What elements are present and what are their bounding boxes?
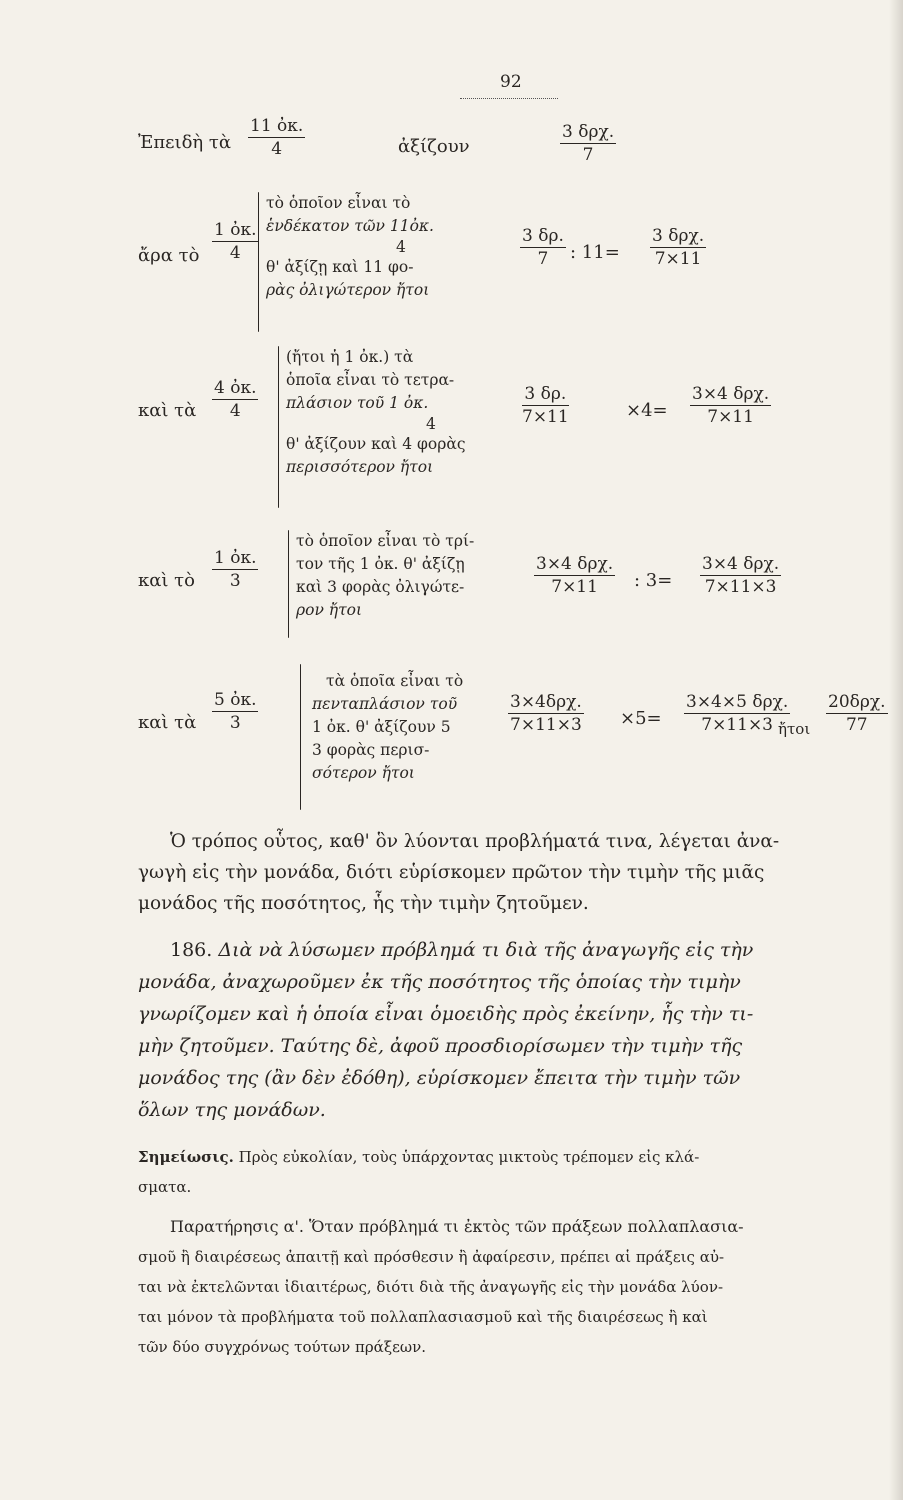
row3-quantity-fraction: [212, 550, 258, 590]
row2-note-line: περισσότερον ἤτοι: [286, 458, 434, 476]
row4-note-line: τὰ ὁποῖα εἶναι τὸ: [326, 672, 464, 690]
row2-note: [286, 346, 466, 479]
row2-note-line: θ' ἀξίζουν καὶ 4 φορὰς: [286, 435, 466, 453]
row2-price-num: 3 δρ.: [522, 386, 569, 406]
section-line: ὅλων της μονάδων.: [138, 1099, 326, 1121]
section-line: μὴν ζητοῦμεν. Ταύτης δὲ, ἀφοῦ προσδιορίσωμεν τὴν τιμὴν τῆς: [138, 1035, 743, 1057]
paragraph-method: [138, 826, 898, 919]
row1-result-num: 3 δρχ.: [652, 226, 705, 246]
row1-quantity-num: 1 ὀκ.: [214, 220, 257, 240]
row4-final-fraction: [826, 694, 888, 734]
row1-note-line: θ' ἀξίζῃ καὶ 11 φο-: [266, 258, 414, 276]
row3-result-fraction: [700, 556, 781, 596]
page-number-rule: [460, 98, 558, 99]
row2-note-line: 4: [426, 415, 436, 433]
paragraph-line: Ὁ τρόπος οὗτος, καθ' ὃν λύονται προβλήματά τινα, λέγεται ἀνα-: [170, 831, 780, 852]
intro-price-den: 7: [582, 145, 594, 165]
row4-note: [312, 670, 463, 785]
observation-line: σμοῦ ἢ διαιρέσεως ἀπαιτῇ καὶ πρόσθεσιν ἢ ἀφαίρεσιν, πρέπει αἱ πράξεις αὐ-: [138, 1248, 725, 1266]
row3-price-num: 3×4 δρχ.: [536, 554, 614, 574]
row2-quantity-den: 4: [229, 401, 241, 421]
observation-label: Παρατήρησις α'.: [170, 1217, 304, 1236]
row2-note-line: πλάσιον τοῦ 1 ὀκ.: [286, 394, 429, 412]
row4-quantity-fraction: [212, 692, 258, 732]
row4-final-den: 77: [845, 715, 868, 735]
row3-result-den: 7×11×3: [704, 577, 777, 597]
observation-line: τῶν δύο συγχρόνως τούτων πράξεων.: [138, 1338, 426, 1356]
note-line: σματα.: [138, 1178, 192, 1196]
intro-verb: ἀξίζουν: [398, 136, 470, 157]
row4-label: καὶ τὰ: [138, 712, 197, 733]
note-label: Σημείωσις.: [138, 1148, 234, 1166]
row1-note-line: 4: [396, 238, 406, 256]
row1-price-den: 7: [537, 249, 549, 269]
row4-operator: ×5=: [620, 708, 662, 729]
row4-price-num: 3×4δρχ.: [510, 692, 582, 712]
row3-note-line: τὸ ὁποῖον εἶναι τὸ τρί-: [296, 532, 475, 550]
row2-operator: ×4=: [626, 400, 668, 421]
row3-quantity-den: 3: [229, 571, 241, 591]
row4-price-den: 7×11×3: [510, 715, 582, 735]
row1-label: ἄρα τὸ: [138, 245, 200, 266]
intro-quantity-num: 11 ὀκ.: [250, 116, 304, 136]
row2-price-den: 7×11: [522, 407, 569, 427]
section-line: γνωρίζομεν καὶ ἡ ὁποία εἶναι ὁμοειδὴς πρὸς ἐκείνην, ἧς τὴν τι-: [138, 1003, 754, 1025]
paragraph-line: γωγὴ εἰς τὴν μονάδα, διότι εὑρίσκομεν πρῶτον τὴν τιμὴν τῆς μιᾶς: [138, 862, 765, 883]
row4-tail-word: ἤτοι: [778, 720, 811, 738]
row3-price-fraction: [534, 556, 615, 596]
row1-result-den: 7×11: [654, 249, 702, 269]
row1-quantity-den: 4: [229, 243, 241, 263]
row3-label: καὶ τὸ: [138, 570, 195, 591]
row4-quantity-num: 5 ὀκ.: [214, 690, 257, 710]
row1-note-line: ρὰς ὀλιγώτερον ἤτοι: [266, 281, 430, 299]
row3-note-line: τον τῆς 1 ὀκ. θ' ἀξίζῃ: [296, 555, 465, 573]
section-line: μονάδα, ἀναχωροῦμεν ἐκ τῆς ποσότητος τῆς ὁποίας τὴν τιμὴν: [138, 971, 741, 993]
note-line: Πρὸς εὐκολίαν, τοὺς ὑπάρχοντας μικτοὺς τρέπομεν εἰς κλά-: [238, 1148, 700, 1166]
section-line: Διὰ νὰ λύσωμεν πρόβλημά τι διὰ τῆς ἀναγωγῆς εἰς τὴν: [218, 939, 754, 961]
row1-price-fraction: [520, 228, 566, 268]
row3-brace: [288, 530, 289, 638]
row2-price-fraction: [522, 386, 569, 426]
row2-result-den: 7×11: [707, 407, 754, 427]
row2-brace: [278, 346, 279, 508]
row4-brace: [300, 664, 301, 810]
observation-line: ται νὰ ἐκτελῶνται ἰδιαιτέρως, διότι διὰ τῆς ἀναγωγῆς εἰς τὴν μονάδα λύον-: [138, 1278, 724, 1296]
section-186: [138, 934, 898, 1126]
row4-note-line: σότερον ἤτοι: [312, 764, 415, 782]
row3-result-num: 3×4 δρχ.: [702, 554, 780, 574]
row4-result-num: 3×4×5 δρχ.: [686, 692, 789, 712]
observation-line: Ὅταν πρόβλημά τι ἐκτὸς τῶν πράξεων πολλαπλασια-: [309, 1217, 744, 1236]
observation-line: ται μόνον τὰ προβλήματα τοῦ πολλαπλασιασμοῦ καὶ τῆς διαιρέσεως ἢ καὶ: [138, 1308, 708, 1326]
row3-note: [296, 530, 474, 622]
intro-quantity-den: 4: [271, 139, 283, 159]
row4-note-line: 1 ὀκ. θ' ἀξίζουν 5: [312, 718, 451, 736]
row1-note-line: τὸ ὁποῖον εἶναι τὸ: [266, 194, 411, 212]
row4-quantity-den: 3: [229, 713, 241, 733]
row2-note-line: (ἤτοι ἡ 1 ὀκ.) τὰ: [286, 348, 414, 366]
intro-quantity-fraction: [248, 118, 305, 158]
note-block: [138, 1142, 898, 1202]
row4-note-line: 3 φορὰς περισ-: [312, 741, 430, 759]
row1-note-line: ἑνδέκατον τῶν 11ὀκ.: [266, 217, 434, 235]
row3-note-line: καὶ 3 φορὰς ὀλιγώτε-: [296, 578, 465, 596]
row2-result-num: 3×4 δρχ.: [692, 384, 770, 404]
row3-note-line: ρον ἤτοι: [296, 601, 363, 619]
row2-quantity-fraction: [212, 380, 258, 420]
row2-quantity-num: 4 ὀκ.: [214, 378, 257, 398]
row2-label: καὶ τὰ: [138, 400, 197, 421]
row2-result-fraction: [690, 386, 771, 426]
row1-price-num: 3 δρ.: [522, 226, 564, 246]
row3-operator: : 3=: [634, 570, 673, 591]
row4-final-num: 20δρχ.: [828, 692, 886, 712]
row3-quantity-num: 1 ὀκ.: [214, 548, 257, 568]
row1-operator: : 11=: [570, 242, 620, 263]
intro-price-num: 3 δρχ.: [562, 122, 615, 142]
row1-note: [266, 192, 434, 302]
row1-quantity-fraction: [212, 222, 258, 262]
section-number: 186.: [170, 939, 213, 961]
row4-result-den: 7×11×3: [701, 715, 774, 735]
row1-brace: [258, 192, 259, 332]
row4-note-line: πενταπλάσιον τοῦ: [312, 695, 458, 713]
intro-epeidi: Ἐπειδὴ τὰ: [138, 132, 232, 153]
row4-price-fraction: [508, 694, 584, 734]
section-line: μονάδος της (ἂν δὲν ἐδόθη), εὑρίσκομεν ἔπειτα τὴν τιμὴν τῶν: [138, 1067, 741, 1089]
row2-note-line: ὁποῖα εἶναι τὸ τετρα-: [286, 371, 455, 389]
observation-block: [138, 1212, 898, 1362]
row3-price-den: 7×11: [551, 577, 598, 597]
paragraph-line: μονάδος τῆς ποσότητος, ἧς τὴν τιμὴν ζητοῦμεν.: [138, 893, 589, 914]
page-number: 92: [500, 72, 522, 92]
row1-result-fraction: [650, 228, 706, 268]
intro-price-fraction: [560, 124, 616, 164]
row4-result-fraction: [684, 694, 790, 734]
